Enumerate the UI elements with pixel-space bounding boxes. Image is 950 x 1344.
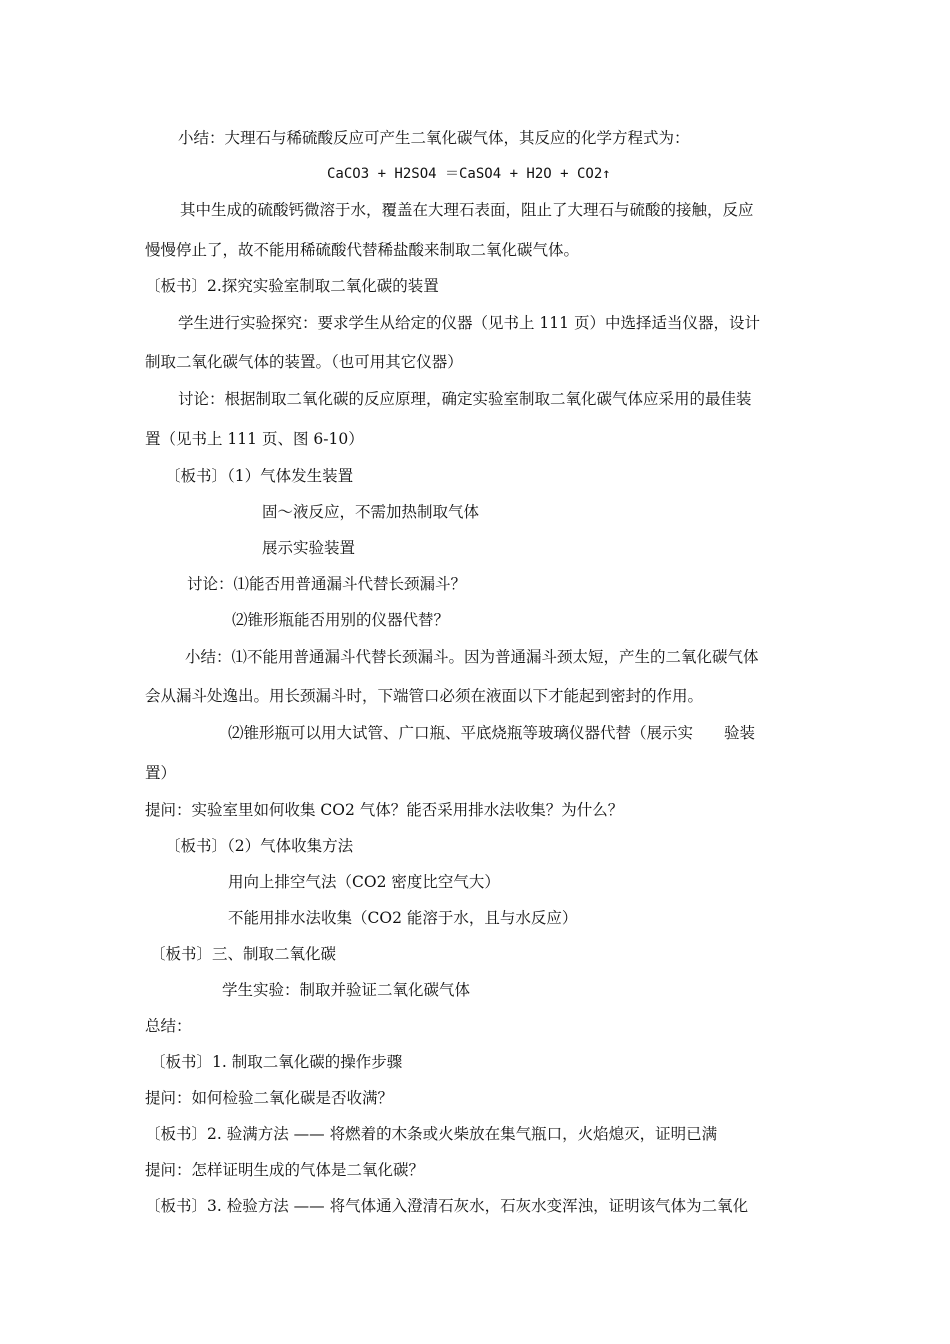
- paragraph-line: 置（见书上 111 页、图 6-10）: [145, 430, 364, 448]
- question-line: 提问：实验室里如何收集 CO2 气体？能否采用排水法收集？为什么？: [145, 801, 624, 819]
- indented-line: 固～液反应，不需加热制取气体: [262, 503, 480, 521]
- chemical-equation: CaCO3 + H2SO4 ＝CaSO4 + H2O + CO2↑: [327, 166, 611, 182]
- board-heading: 〔板书〕2. 验满方法 —— 将燃着的木条或火柴放在集气瓶口，火焰熄灭，证明已满: [145, 1125, 718, 1143]
- paragraph-line: 讨论：根据制取二氧化碳的反应原理，确定实验室制取二氧化碳气体应采用的最佳装: [178, 390, 752, 408]
- paragraph-line: ⑵锥形瓶可以用大试管、广口瓶、平底烧瓶等玻璃仪器代替（展示实 验装: [228, 724, 756, 742]
- paragraph-line: 小结：⑴不能用普通漏斗代替长颈漏斗。因为普通漏斗颈太短，产生的二氧化碳气体: [185, 648, 759, 666]
- board-heading: 〔板书〕3. 检验方法 —— 将气体通入澄清石灰水，石灰水变浑浊，证明该气体为二氧化: [145, 1197, 749, 1215]
- discussion-line: 讨论：⑴能否用普通漏斗代替长颈漏斗？: [187, 575, 467, 593]
- board-heading: 〔板书〕（2）气体收集方法: [165, 837, 354, 855]
- question-line: 提问：怎样证明生成的气体是二氧化碳？: [145, 1161, 425, 1179]
- board-heading: 〔板书〕（1）气体发生装置: [165, 467, 354, 485]
- paragraph-line: 置）: [145, 764, 177, 782]
- paragraph-line: 其中生成的硫酸钙微溶于水，覆盖在大理石表面，阻止了大理石与硫酸的接触，反应: [180, 201, 754, 219]
- indented-line: 学生实验：制取并验证二氧化碳气体: [222, 981, 471, 999]
- indented-line: 不能用排水法收集（CO2 能溶于水，且与水反应）: [228, 909, 578, 927]
- indented-line: 展示实验装置: [262, 539, 356, 557]
- indented-line: 用向上排空气法（CO2 密度比空气大）: [228, 873, 500, 891]
- question-line: 提问：如何检验二氧化碳是否收满？: [145, 1089, 394, 1107]
- paragraph-line: 会从漏斗处逸出。用长颈漏斗时，下端管口必须在液面以下才能起到密封的作用。: [145, 687, 704, 705]
- summary-heading: 总结：: [145, 1017, 192, 1035]
- paragraph-line: 制取二氧化碳气体的装置。（也可用其它仪器）: [145, 353, 463, 371]
- summary-line: 小结：大理石与稀硫酸反应可产生二氧化碳气体，其反应的化学方程式为：: [178, 129, 690, 147]
- discussion-line: ⑵锥形瓶能否用别的仪器代替？: [232, 611, 450, 629]
- board-heading: 〔板书〕三、制取二氧化碳: [150, 945, 337, 963]
- board-heading: 〔板书〕1. 制取二氧化碳的操作步骤: [150, 1053, 403, 1071]
- board-heading: 〔板书〕2.探究实验室制取二氧化碳的装置: [145, 277, 439, 295]
- paragraph-line: 慢慢停止了，故不能用稀硫酸代替稀盐酸来制取二氧化碳气体。: [145, 241, 580, 259]
- paragraph-line: 学生进行实验探究：要求学生从给定的仪器（见书上 111 页）中选择适当仪器，设计: [178, 314, 760, 332]
